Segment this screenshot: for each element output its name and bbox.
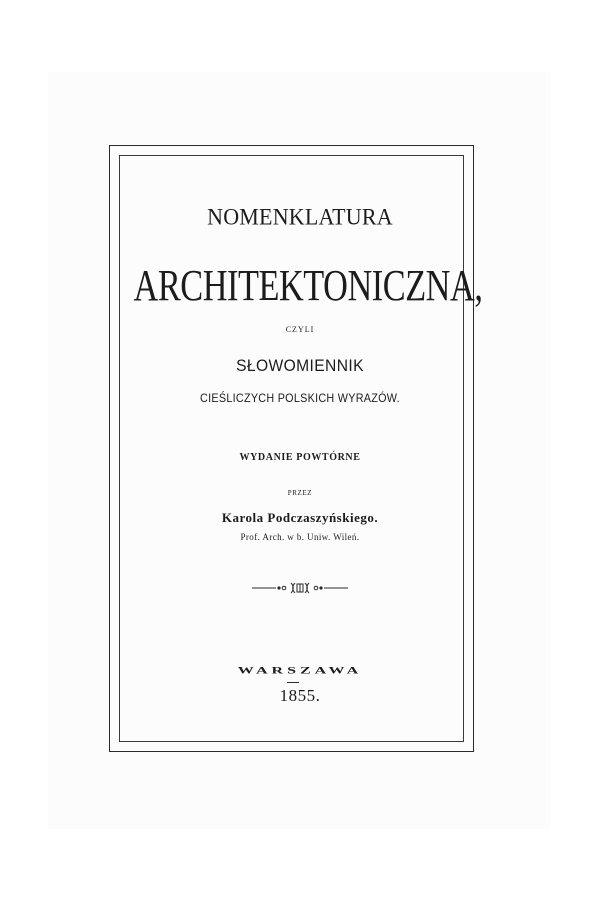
ornament-divider-icon xyxy=(0,578,600,598)
subtitle-line-2: CIEŚLICZYCH POLSKICH WYRAZÓW. xyxy=(200,391,400,405)
title-line-2: ARCHITEKTONICZNA, xyxy=(133,261,483,310)
inner-border-frame xyxy=(119,155,464,742)
subtitle-line-1: SŁOWOMIENNIK xyxy=(236,356,364,375)
edition-label: WYDANIE POWTÓRNE xyxy=(239,452,361,463)
publication-year: 1855. xyxy=(279,686,321,705)
author-name: Karola Podczaszyńskiego. xyxy=(221,510,379,525)
short-rule xyxy=(287,682,299,683)
author-title: Prof. Arch. w b. Uniw. Wileń. xyxy=(240,532,360,542)
place-of-publication: WARSZAWA xyxy=(237,665,363,676)
title-line-1: NOMENKLATURA xyxy=(207,203,393,230)
by-word: PRZEZ xyxy=(287,489,313,497)
connector-word: CZYLI xyxy=(285,325,315,334)
